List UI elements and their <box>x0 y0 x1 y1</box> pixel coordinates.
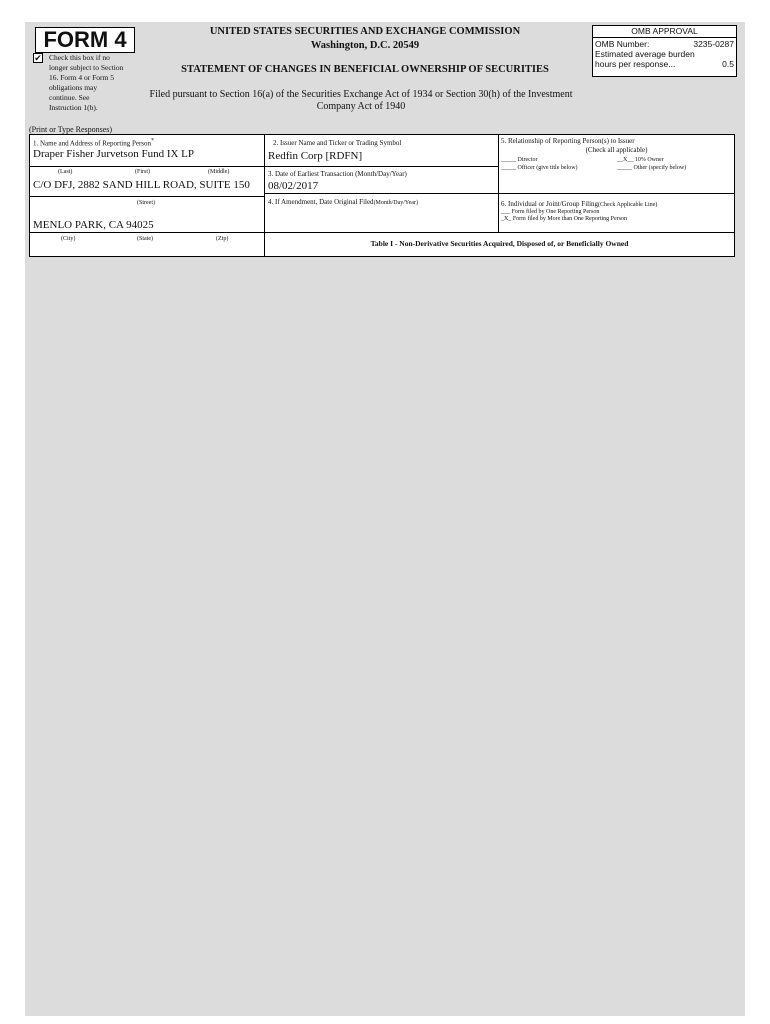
reporting-person-name: Draper Fisher Jurvetson Fund IX LP <box>33 148 195 160</box>
reporting-grid <box>29 134 735 257</box>
other-option[interactable]: _____ Other (specify below) <box>617 165 687 171</box>
print-note: (Print or Type Responses) <box>29 125 113 134</box>
filed-pursuant-text <box>121 89 601 113</box>
earliest-transaction-date: 08/02/2017 <box>268 180 319 192</box>
box1-label <box>33 137 154 148</box>
box6-label-text: 6. Individual or Joint/Group Filing <box>501 200 599 208</box>
reporting-person-city: MENLO PARK, CA 94025 <box>33 219 154 231</box>
city-label: (City) <box>61 236 76 242</box>
box5-sub: (Check all applicable) <box>585 146 648 154</box>
form-title: FORM 4 <box>35 27 135 53</box>
filed-line: Company Act of 1940 <box>316 101 406 112</box>
no-longer-subject-checkbox[interactable]: ✔ <box>34 53 42 63</box>
street-label: (Street) <box>137 200 155 206</box>
table1-title: Table I - Non-Derivative Securities Acquired, Disposed of, or Beneficially Owned <box>370 239 629 248</box>
box2-cell <box>265 135 499 167</box>
officer-option[interactable]: _____ Officer (give title below) <box>501 165 578 171</box>
box6-cell <box>499 194 734 233</box>
omb-number-value: 3235-0287 <box>693 39 734 49</box>
omb-approval-box <box>592 25 737 77</box>
director-option[interactable]: _____ Director <box>501 157 538 163</box>
last-label: (Last) <box>58 169 73 175</box>
form-page <box>25 22 745 1016</box>
box1-label-text: 1. Name and Address of Reporting Person <box>33 139 152 148</box>
checkbox-text-line: continue. See <box>49 93 90 102</box>
box3-cell <box>265 167 499 194</box>
agency-address: Washington, D.C. 20549 <box>310 40 420 51</box>
box2-label: 2. Issuer Name and Ticker or Trading Symbol <box>273 139 402 147</box>
box1-name-cell <box>30 135 265 167</box>
omb-number-label: OMB Number: <box>595 39 650 49</box>
one-person-option[interactable]: ___ Form filed by One Reporting Person <box>501 209 600 215</box>
box4-label-text: 4. If Amendment, Date Original Filed <box>268 198 374 206</box>
box1-csz-cell <box>30 233 265 256</box>
box3-label: 3. Date of Earliest Transaction (Month/Day/Year) <box>268 170 407 178</box>
table1-title-cell <box>265 233 734 256</box>
omb-burden-line: Estimated average burden <box>595 49 695 59</box>
issuer-name: Redfin Corp [RDFN] <box>268 150 363 162</box>
box6-label <box>501 200 657 209</box>
checkbox-text-line: Check this box if no <box>49 53 110 62</box>
footnote-marker: * <box>151 138 155 144</box>
first-label: (First) <box>135 169 150 175</box>
omb-burden-value: 0.5 <box>722 59 734 69</box>
box4-sub: (Month/Day/Year) <box>373 200 418 206</box>
state-label: (State) <box>137 236 153 242</box>
box4-label <box>268 198 418 207</box>
box6-sub: (Check Applicable Line) <box>598 202 658 208</box>
omb-burden-line: hours per response... <box>595 59 676 69</box>
box1-address-cell <box>30 167 265 197</box>
reporting-person-address: C/O DFJ, 2882 SAND HILL ROAD, SUITE 150 <box>33 179 250 191</box>
multiple-persons-option[interactable]: _X_ Form filed by More than One Reporting Person <box>501 216 627 222</box>
box1-city-cell <box>30 197 265 233</box>
box5-label: 5. Relationship of Reporting Person(s) to Issuer <box>501 137 635 145</box>
checkbox-text-line: 16. Form 4 or Form 5 <box>49 73 115 82</box>
agency-name: UNITED STATES SECURITIES AND EXCHANGE COMMISSION <box>209 26 521 37</box>
ten-percent-owner-option[interactable]: __X__ 10% Owner <box>617 157 664 163</box>
checkbox-text-line: Instruction 1(b). <box>49 103 98 112</box>
checkbox-text-line: obligations may <box>49 83 98 92</box>
filed-line: Filed pursuant to Section 16(a) of the Securities Exchange Act of 1934 or Section 30(h) of the Investment <box>149 89 573 100</box>
middle-label: (Middle) <box>208 169 230 175</box>
box4-cell <box>265 194 499 233</box>
checkbox-text-line: longer subject to Section <box>49 63 124 72</box>
statement-title: STATEMENT OF CHANGES IN BENEFICIAL OWNERSHIP OF SECURITIES <box>181 64 549 75</box>
box5-cell <box>499 135 734 194</box>
omb-title: OMB APPROVAL <box>593 26 736 38</box>
zip-label: (Zip) <box>216 236 229 242</box>
